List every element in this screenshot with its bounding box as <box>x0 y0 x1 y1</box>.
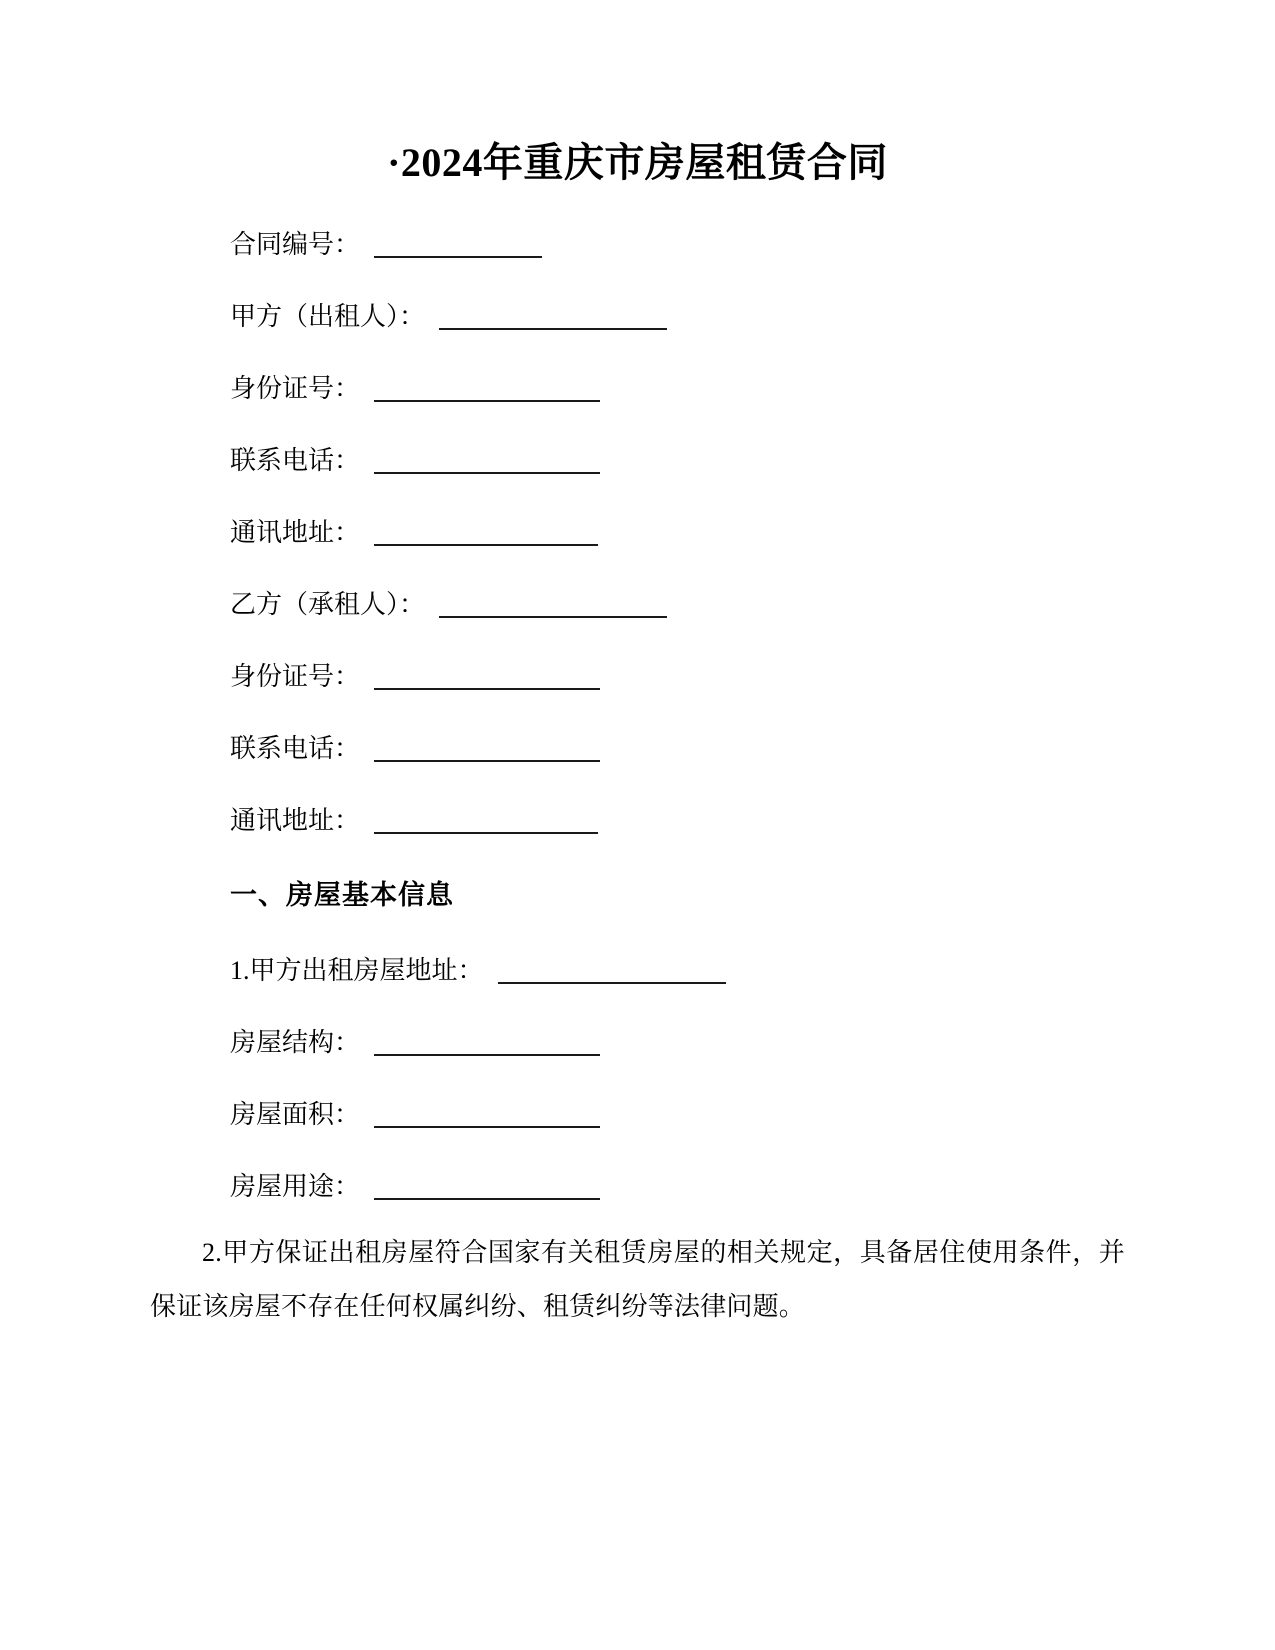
form-field-row <box>150 762 1125 834</box>
preamble-fields <box>150 186 1125 834</box>
form-field-blank[interactable] <box>374 1099 600 1128</box>
form-field-row <box>150 186 1125 258</box>
form-field-label: 通讯地址： <box>230 806 361 835</box>
form-field-blank[interactable] <box>439 589 667 618</box>
form-field-row <box>150 618 1125 690</box>
form-field-blank[interactable] <box>374 517 598 546</box>
form-field-blank[interactable] <box>374 1027 600 1056</box>
form-field-row <box>150 984 1125 1056</box>
body-paragraph: 2.甲方保证出租房屋符合国家有关租赁房屋的相关规定，具备居住使用条件，并保证该房屋不存在任何权属纠纷、租赁纠纷等法律问题。 <box>150 1238 1125 1321</box>
form-field-blank[interactable] <box>374 445 600 474</box>
document-sections <box>150 834 1125 1334</box>
form-field-label: 通讯地址： <box>230 518 361 547</box>
page-title: ·2024年重庆市房屋租赁合同 <box>387 140 888 185</box>
form-field-row <box>150 1056 1125 1128</box>
form-field-label: 房屋用途： <box>230 1172 361 1201</box>
section-heading: 一、房屋基本信息 <box>230 880 454 910</box>
form-field-blank[interactable] <box>374 1171 600 1200</box>
form-field-row <box>150 912 1125 984</box>
form-field-label: 联系电话： <box>230 734 361 763</box>
form-field-label: 身份证号： <box>230 374 361 403</box>
form-field-row <box>150 546 1125 618</box>
form-field-label: 房屋结构： <box>230 1028 361 1057</box>
form-field-row <box>150 1128 1125 1200</box>
form-field-row <box>150 330 1125 402</box>
form-field-blank[interactable] <box>374 733 600 762</box>
form-field-label: 联系电话： <box>230 446 361 475</box>
form-field-label: 合同编号： <box>230 230 361 259</box>
form-field-blank[interactable] <box>374 373 600 402</box>
form-field-label: 1.甲方出租房屋地址： <box>230 956 484 985</box>
form-field-label: 房屋面积： <box>230 1100 361 1129</box>
form-field-label: 甲方（出租人）： <box>230 302 426 331</box>
form-field-label: 身份证号： <box>230 662 361 691</box>
form-field-blank[interactable] <box>374 661 600 690</box>
form-field-row <box>150 690 1125 762</box>
form-field-blank[interactable] <box>498 955 726 984</box>
form-field-label: 乙方（承租人）： <box>230 590 426 619</box>
form-field-blank[interactable] <box>374 805 598 834</box>
form-field-row <box>150 402 1125 474</box>
form-field-blank[interactable] <box>374 229 542 258</box>
form-field-blank[interactable] <box>439 301 667 330</box>
form-field-row <box>150 258 1125 330</box>
form-field-row <box>150 474 1125 546</box>
